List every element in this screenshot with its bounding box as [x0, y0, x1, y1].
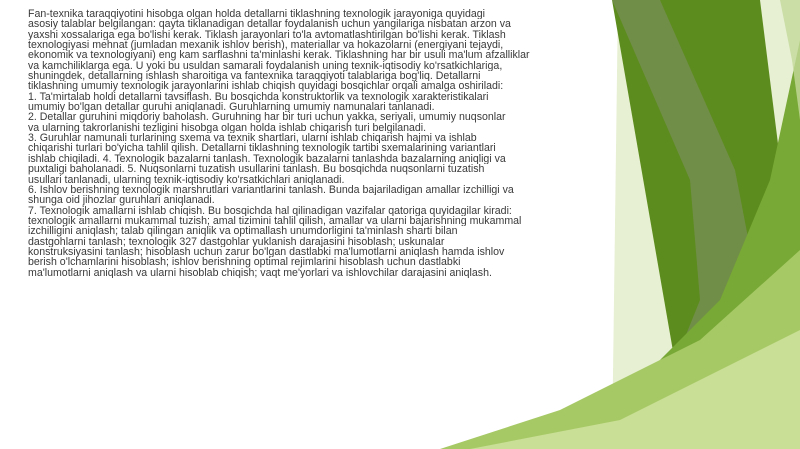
text-line: yaxshi xossalariga ega bo'lishi kerak. Tiklash jarayonlari to'la avtomatlashtirilgan bo'lishi kerak. Tiklash	[28, 29, 506, 41]
text-line: 7. Texnologik amallarni ishlab chiqish. Bu bosqichda hal qilinadigan vazifalar qatoriga quyidagilar kiradi:	[28, 205, 512, 216]
text-line: shunga oid jihozlar guruhlari aniqlanadi.	[28, 195, 215, 206]
text-line: 6. Ishlov berishning texnologik marshrutlari variantlarini tanlash. Bunda bajariladigan amallar izchilligi va	[28, 184, 514, 196]
text-line: ishlab chiqiladi. 4. Texnologik bazalarni tanlash. Texnologik bazalarni tanlashda bazalarning aniqligi va	[28, 153, 506, 165]
text-line: tiklashning umumiy texnologik jarayonlarini ishlab chiqish quyidagi bosqichlar orqali amalga oshiriladi:	[28, 81, 504, 92]
text-line: texnologiyasi mehnat (jumladan mexanik ishlov berish), materiallar va hokazolarni (energiyani tejaydi,	[28, 40, 504, 51]
text-line: puxtaligi baholanadi. 5. Nuqsonlarni tuzatish usullarini tanlash. Bu bosqichda nuqsonlarni tuzatish	[28, 164, 485, 175]
text-line: texnologik amallarni mukammal tuzish; amal tizimini tahlil qilish, amallar va ularni bajarishning mukammal	[28, 215, 522, 227]
text-line: shuningdek, detallarning ishlash sharoitiga va fantexnika taraqqiyoti talablariga bog'liq. Detallarni	[28, 71, 481, 82]
text-line: va kamchiliklarga ega. U yoki bu usuldan samarali foydalanish uning texnik-iqtisodiy ko'rsatkichlariga,	[28, 60, 503, 72]
text-line: va ularning takrorlanishi tezligini hisobga olgan holda ishlab chiqarish turi belgilanadi.	[28, 122, 427, 134]
text-line: berish o'lchamlarini hisoblash; ishlov berishning optimal rejimlarini hisoblash uchun dastlabki	[28, 257, 461, 268]
text-line: chiqarishi turlari bo'yicha tahlil qilish. Detallarni tiklashning texnologik tartibi sxemalarining variantlari	[28, 143, 496, 154]
text-line: usullari tanlanadi, ularning texnik-iqtisodiy ko'rsatkichlari aniqlanadi.	[28, 174, 345, 185]
text-line: 3. Guruhlar namunali turlarining sxema va texnik shartlari, ularni ishlab chiqarish hajmi va ishlab	[28, 133, 477, 144]
text-line: izchilligini aniqlash; talab qilingan aniqlik va optimallash unumdorligini ta'minlash sharti bilan	[28, 226, 458, 237]
text-line: 2. Detallar guruhini miqdoriy baholash. Guruhning har bir turi uchun yakka, seriyali, umumiy nuqsonlar	[28, 112, 506, 123]
text-line: ekonomik va texnologiyani) eng kam sarflashni ta'minlashi kerak. Tiklashning har bir usuli ma'lum afzalliklar	[28, 50, 530, 61]
document-body	[28, 9, 604, 278]
text-line: Fan-texnika taraqqiyotini hisobga olgan holda detallarni tiklashning texnologik jarayoniga quyidagi	[28, 9, 486, 20]
text-line: 1. Ta'mirtalab holdi detallarni tavsiflash. Bu bosqichda konstruktorlik va texnologik xarakteristikalari	[28, 91, 489, 103]
text-line: asosiy talablar belgilangan: qayta tiklanadigan detallar foydalanish uchun yangilariga nisbatan arzon va	[28, 19, 511, 30]
text-line: umumiy bo'lgan detallar guruhi aniqlanadi. Guruhlarning umumiy namunalari tanlanadi.	[28, 102, 435, 113]
text-line: dastgohlarni tanlash; texnologik 327 dastgohlar yuklanish darajasini hisoblash; uskunalar	[28, 236, 445, 247]
text-line: ma'lumotlarni aniqlash va ularni hisoblab chiqish; vaqt me'yorlari va ishlovchilar darajasini aniqlash.	[28, 267, 492, 278]
text-line: konstruksiyasini tanlash; hisoblash uchun zarur bo'lgan dastlabki ma'lumotlarni aniqlash hamda ishlov	[28, 246, 505, 258]
